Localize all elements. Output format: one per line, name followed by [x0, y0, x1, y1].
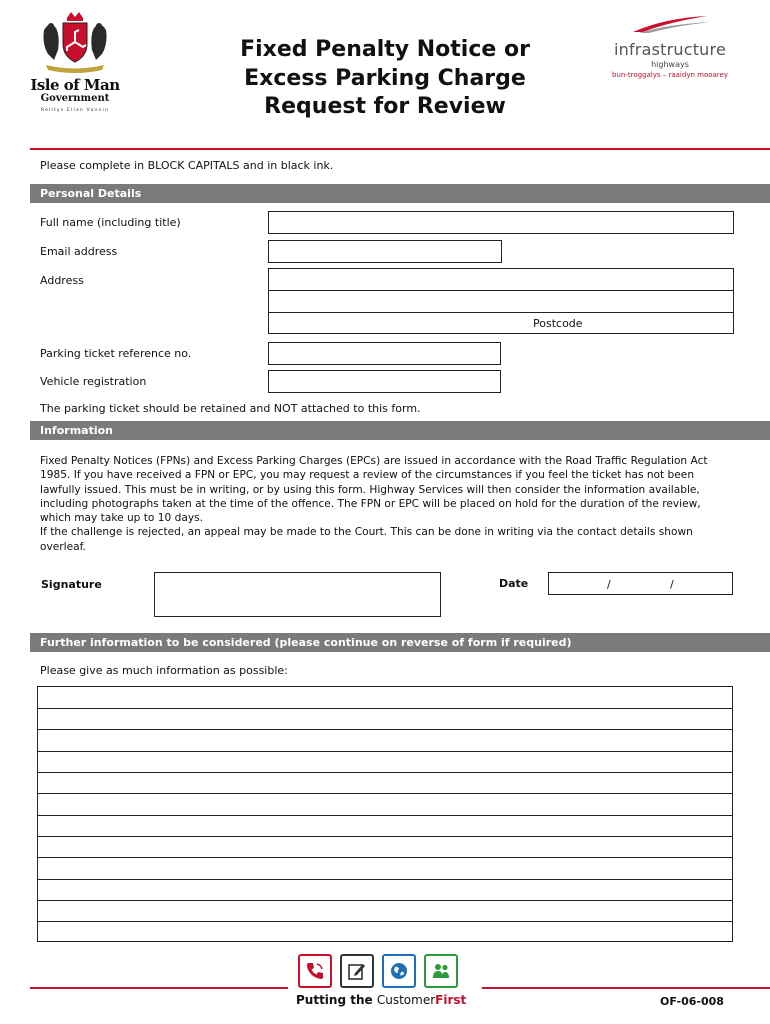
information-text: [40, 454, 730, 554]
coat-of-arms-icon: [36, 10, 114, 74]
dept-manx: bun-troggalys – raaidyn mooarey: [612, 71, 728, 79]
signature-label: Signature: [41, 578, 102, 591]
writing-line: [38, 815, 732, 816]
writing-line: [38, 921, 732, 922]
customer-first-tagline: [296, 993, 466, 1007]
date-field[interactable]: [548, 572, 733, 595]
address-line-divider: [269, 290, 733, 291]
address-field[interactable]: [268, 268, 734, 334]
header-divider: [30, 148, 770, 150]
full-name-label: Full name (including title): [40, 216, 181, 229]
signature-field[interactable]: [154, 572, 441, 617]
date-separator: /: [607, 578, 611, 591]
section-heading-information: Information: [30, 421, 770, 440]
section-heading-further: Further information to be considered (please continue on reverse of form if required): [30, 633, 770, 652]
org-name: Isle of Man: [30, 76, 120, 94]
org-sub: Government: [40, 93, 110, 104]
writing-line: [38, 879, 732, 880]
dept-name: infrastructure: [613, 40, 726, 59]
ticket-ref-label: Parking ticket reference no.: [40, 347, 192, 360]
writing-line: [38, 793, 732, 794]
writing-line: [38, 857, 732, 858]
ticket-ref-field[interactable]: [268, 342, 501, 365]
edit-form-icon: [340, 954, 374, 988]
isle-of-man-government-logo: [30, 10, 120, 120]
vehicle-reg-field[interactable]: [268, 370, 501, 393]
writing-line: [38, 729, 732, 730]
email-label: Email address: [40, 245, 118, 258]
org-manx: Reiltys Ellan Vannin: [40, 108, 110, 113]
writing-line: [38, 708, 732, 709]
further-prompt: Please give as much information as possible:: [40, 664, 288, 677]
footer-divider-left: [30, 987, 288, 989]
form-code: OF-06-008: [660, 995, 724, 1008]
globe-icon: [382, 954, 416, 988]
email-field[interactable]: [268, 240, 502, 263]
phone-icon: [298, 954, 332, 988]
address-line-divider: [269, 312, 733, 313]
writing-line: [38, 836, 732, 837]
footer-divider-right: [482, 987, 770, 989]
section-heading-personal: Personal Details: [30, 184, 770, 203]
vehicle-reg-label: Vehicle registration: [40, 375, 147, 388]
date-separator: /: [670, 578, 674, 591]
tagline-part-3: First: [435, 993, 467, 1007]
writing-line: [38, 751, 732, 752]
address-label: Address: [40, 274, 84, 287]
ticket-note: The parking ticket should be retained and NOT attached to this form.: [40, 402, 421, 415]
title-line-1: Fixed Penalty Notice or: [240, 37, 530, 62]
information-paragraph-2: If the challenge is rejected, an appeal may be made to the Court. This can be done in writing via the contact details shown overleaf.: [40, 526, 693, 553]
further-information-field[interactable]: [37, 686, 733, 942]
writing-line: [38, 900, 732, 901]
swoosh-icon: [625, 14, 715, 34]
intro-text: Please complete in BLOCK CAPITALS and in black ink.: [40, 159, 334, 172]
title-line-3: Request for Review: [264, 94, 506, 120]
page-title: [190, 36, 580, 122]
postcode-label: Postcode: [533, 317, 583, 330]
tagline-part-1: Putting the: [296, 993, 377, 1007]
people-icon: [424, 954, 458, 988]
full-name-field[interactable]: [268, 211, 734, 234]
tagline-part-2: Customer: [376, 993, 436, 1007]
customer-first-icons: [298, 954, 458, 990]
information-paragraph-1: Fixed Penalty Notices (FPNs) and Excess Parking Charges (EPCs) are issued in accordance with the Road Traffic Regulation Act 1985. If you have received a FPN or EPC, you may request a review of the circumstances if you feel the ticket has not been lawfully issued. This must be in writing, or by using this form. Highway Services will then consider the information available, including photographs taken at the time of the offence. The FPN or EPC will be placed on hold for the duration of the review, which may take up to 10 days.: [40, 455, 708, 525]
writing-line: [38, 772, 732, 773]
date-label: Date: [499, 577, 529, 590]
title-line-2: Excess Parking Charge: [244, 65, 526, 91]
dept-sub: highways: [651, 60, 689, 69]
infrastructure-logo: [595, 14, 745, 79]
